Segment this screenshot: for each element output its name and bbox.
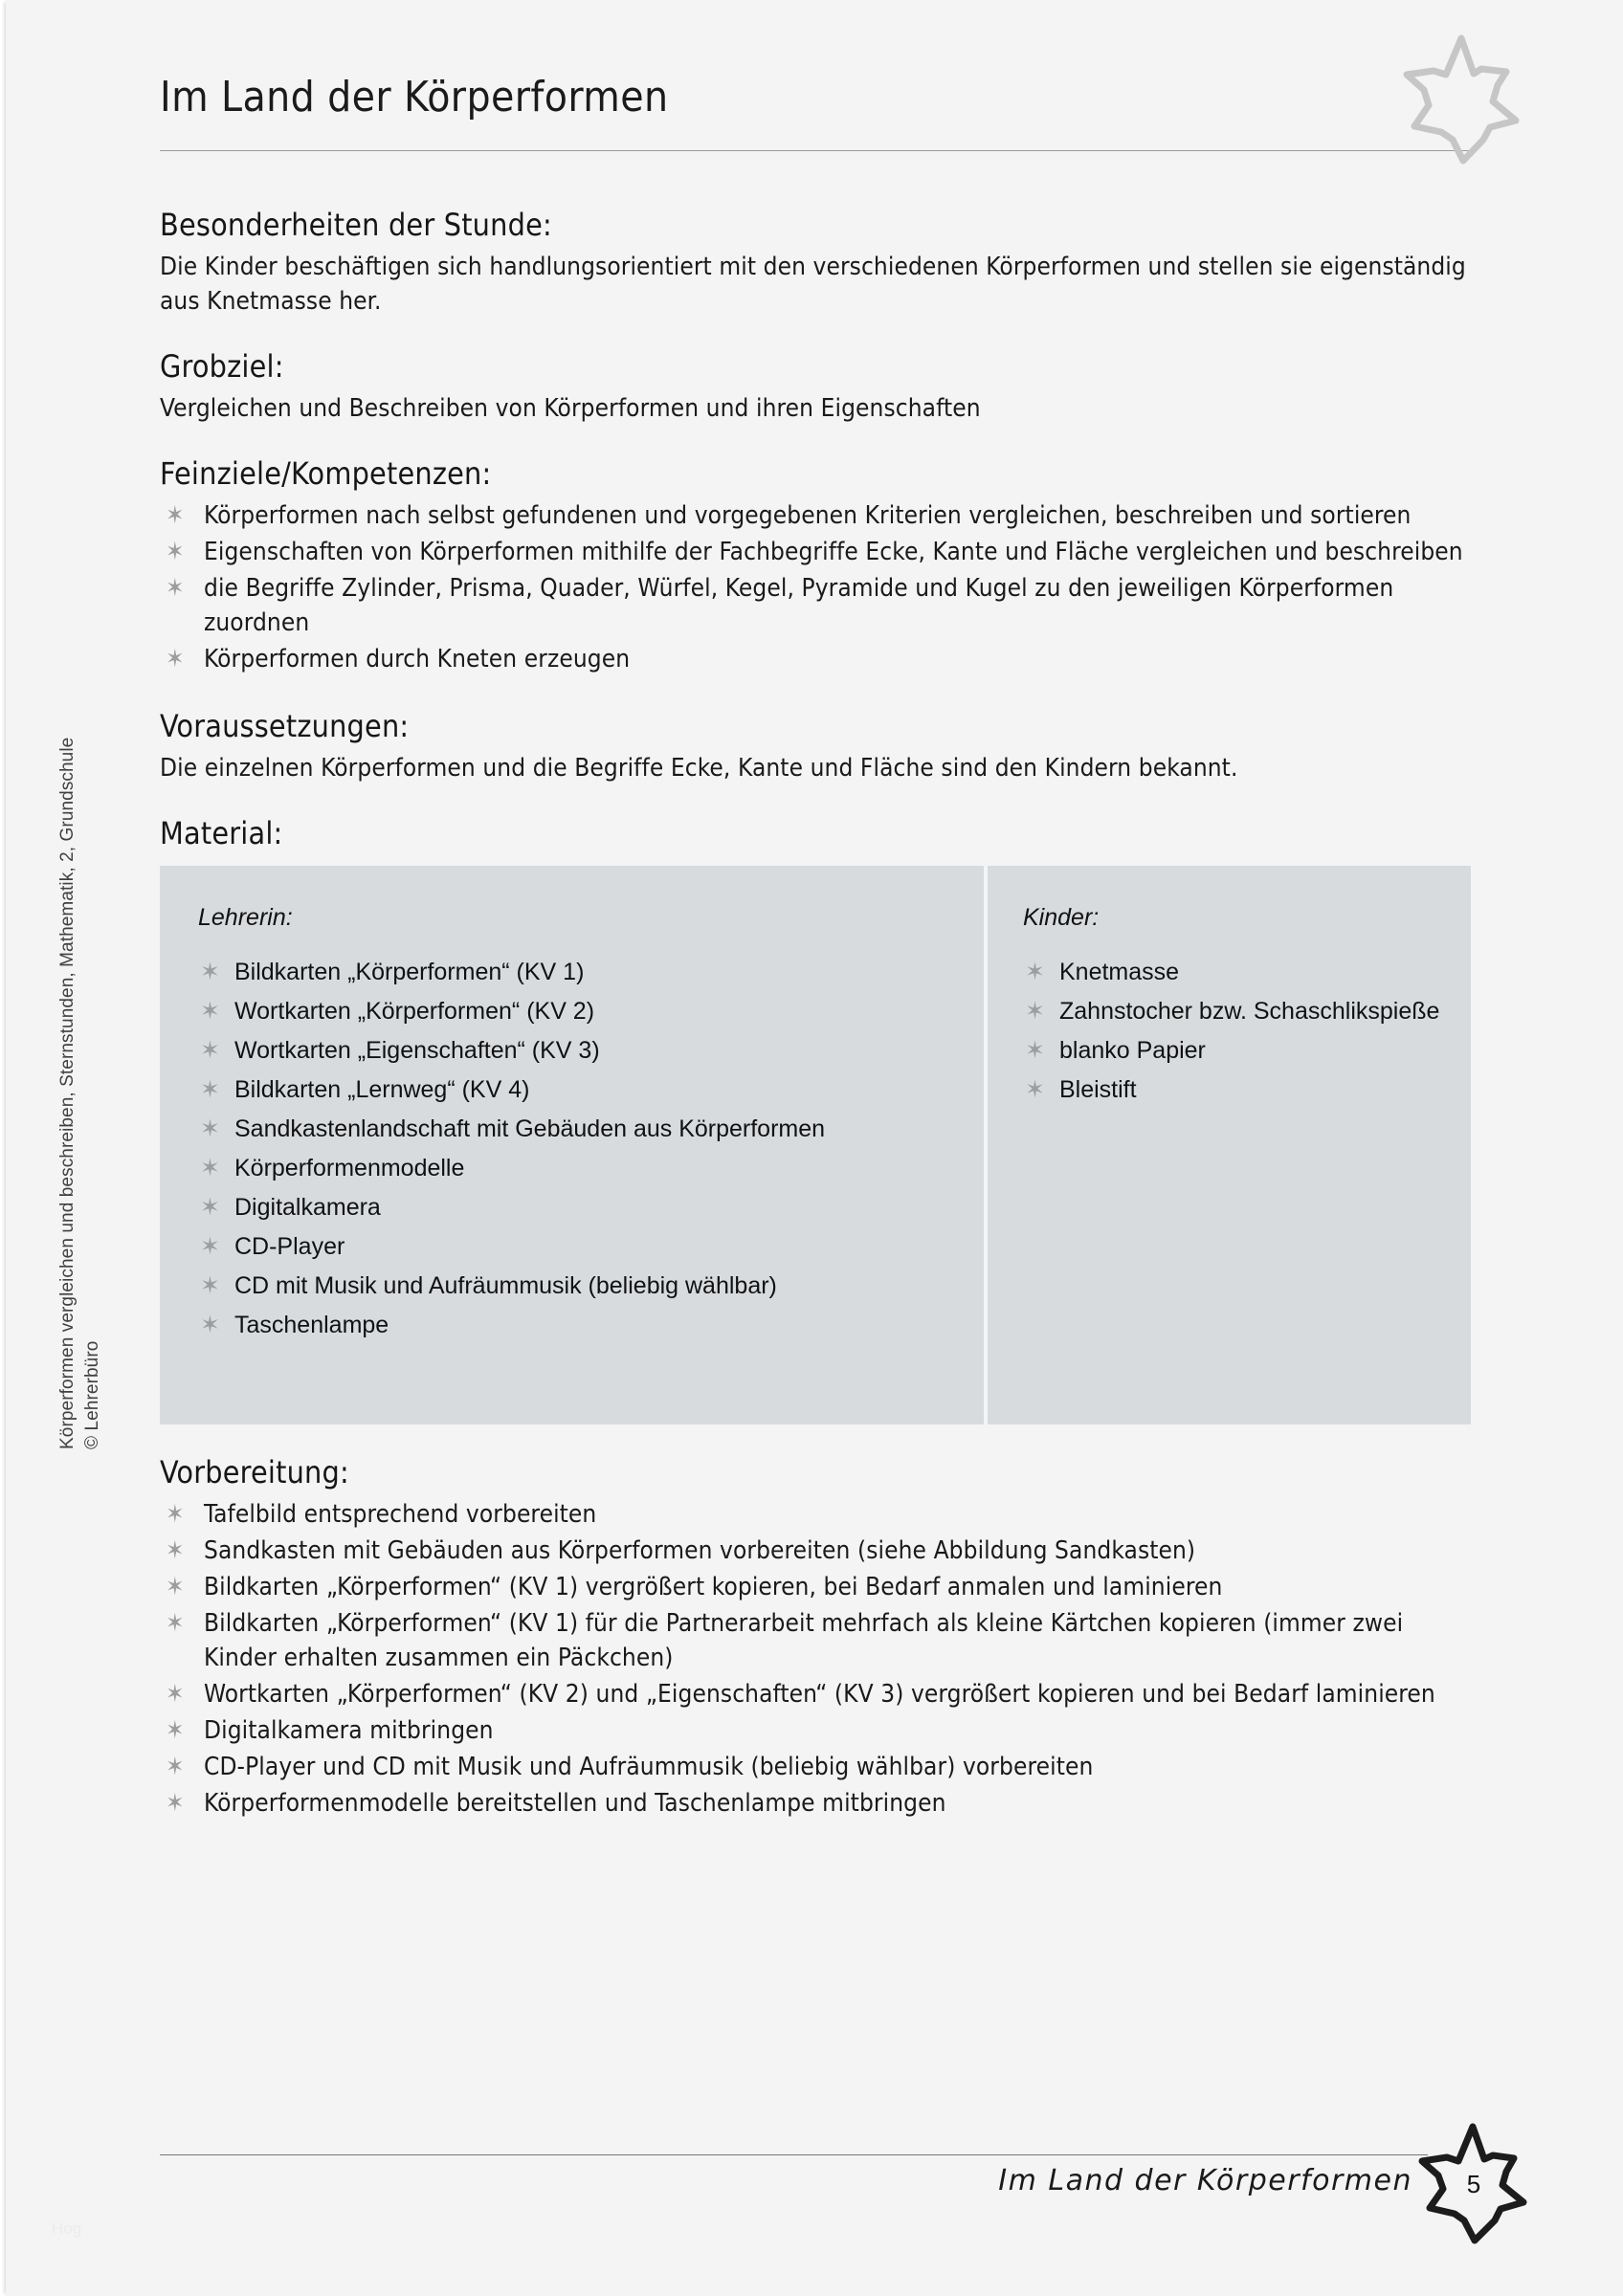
star-bullet-icon: ✶ — [200, 1036, 220, 1064]
list-item — [198, 1110, 956, 1148]
list-item-label: Wortkarten „Eigenschaften“ (KV 3) — [234, 1037, 600, 1064]
star-bullet-icon: ✶ — [200, 1193, 220, 1221]
list-item-label: Digitalkamera mitbringen — [204, 1716, 494, 1745]
list-item — [1023, 953, 1442, 991]
list-item-label: blanko Papier — [1059, 1037, 1206, 1064]
material-column-teacher — [160, 866, 985, 1424]
list-item-label: Taschenlampe — [234, 1312, 389, 1338]
section-text-voraussetzungen: Die einzelnen Körperformen und die Begriffe Ecke, Kante und Fläche sind den Kindern bekannt. — [160, 754, 1238, 783]
list-item-label: Knetmasse — [1059, 959, 1180, 985]
list-item-label: Bildkarten „Körperformen“ (KV 1) für die Partnerarbeit mehrfach als kleine Kärtchen kopieren (immer zwei Kinder erhalten zusammen ein Päckchen) — [204, 1609, 1404, 1672]
section-heading-voraussetzungen: Voraussetzungen: — [160, 708, 410, 744]
page-sheet — [6, 0, 1623, 2296]
star-bullet-icon: ✶ — [166, 1753, 185, 1781]
list-item-label: Körperformenmodelle bereitstellen und Taschenlampe mitbringen — [204, 1789, 946, 1818]
star-bullet-icon: ✶ — [200, 1075, 220, 1103]
section-text-grobziel: Vergleichen und Beschreiben von Körperformen und ihren Eigenschaften — [160, 394, 981, 423]
list-item-label: Bildkarten „Körperformen“ (KV 1) vergrößert kopieren, bei Bedarf anmalen und laminieren — [204, 1573, 1223, 1601]
list-item-label: Körperformen durch Kneten erzeugen — [204, 645, 631, 673]
header-divider — [160, 150, 1471, 151]
page-title: Im Land der Körperformen — [160, 73, 669, 121]
material-children-heading: Kinder: — [1023, 904, 1100, 931]
spacer — [160, 426, 1473, 454]
list-item — [160, 1750, 1473, 1784]
list-item-label: Digitalkamera — [234, 1194, 381, 1221]
sidebar-credit-line-1: Körperformen vergleichen und beschreiben, Sternstunden, Mathematik, 2, Grundschule — [57, 737, 78, 1449]
section-text-besonderheiten: Die Kinder beschäftigen sich handlungsorientiert mit den verschiedenen Körperformen und stellen sie eigenständig aus Knetmasse her. — [160, 253, 1466, 316]
list-item — [1023, 1071, 1442, 1109]
star-bullet-icon: ✶ — [166, 538, 185, 566]
list-item — [160, 1570, 1473, 1604]
list-item-label: Bleistift — [1059, 1076, 1137, 1103]
star-bullet-icon: ✶ — [166, 645, 185, 673]
list-item-label: Bildkarten „Körperformen“ (KV 1) — [234, 959, 585, 985]
material-box — [160, 866, 1471, 1424]
star-bullet-icon: ✶ — [166, 574, 185, 603]
list-item — [198, 1227, 956, 1266]
spacer — [160, 785, 1473, 814]
list-item-label: CD-Player — [234, 1233, 345, 1260]
star-bullet-icon: ✶ — [1025, 1036, 1045, 1064]
material-teacher-heading: Lehrerin: — [198, 904, 293, 931]
star-bullet-icon: ✶ — [200, 1154, 220, 1181]
list-item — [160, 1497, 1473, 1532]
list-item-label: Wortkarten „Körperformen“ (KV 2) und „Eigenschaften“ (KV 3) vergrößert kopieren und bei Bedarf laminieren — [204, 1680, 1435, 1709]
list-item-label: Sandkasten mit Gebäuden aus Körperformen vorbereiten (siehe Abbildung Sandkasten) — [204, 1536, 1196, 1565]
list-item-label: Wortkarten „Körperformen“ (KV 2) — [234, 998, 595, 1025]
list-item-label: Tafelbild entsprechend vorbereiten — [204, 1500, 597, 1529]
sidebar-credit — [56, 737, 109, 1449]
list-item — [160, 642, 1473, 676]
list-item-label: Körperformenmodelle — [234, 1155, 465, 1181]
spacer — [160, 678, 1473, 707]
star-bullet-icon: ✶ — [166, 1536, 185, 1565]
list-item-label: Körperformen nach selbst gefundenen und vorgegebenen Kriterien vergleichen, beschreiben und sortieren — [204, 501, 1412, 530]
list-item — [160, 1606, 1473, 1675]
footer-divider — [160, 2154, 1428, 2155]
star-bullet-icon: ✶ — [200, 997, 220, 1025]
vorbereitung-list — [160, 1497, 1473, 1821]
star-bullet-icon: ✶ — [166, 1680, 185, 1709]
star-bullet-icon: ✶ — [1025, 1075, 1045, 1103]
list-item — [160, 1677, 1473, 1711]
list-item-label: CD mit Musik und Aufräummusik (beliebig wählbar) — [234, 1272, 777, 1299]
star-bullet-icon: ✶ — [1025, 997, 1045, 1025]
star-bullet-icon: ✶ — [200, 1311, 220, 1338]
list-item — [198, 1306, 956, 1344]
section-voraussetzungen — [160, 707, 1473, 785]
list-item — [1023, 1031, 1442, 1070]
section-heading-grobziel: Grobziel: — [160, 348, 284, 385]
list-item-label: die Begriffe Zylinder, Prisma, Quader, Würfel, Kegel, Pyramide und Kugel zu den jeweiligen Körperformen zuordnen — [204, 574, 1394, 637]
list-item-label: Zahnstocher bzw. Schaschlikspieße — [1059, 998, 1440, 1025]
list-item — [1023, 992, 1442, 1030]
feinziele-list — [160, 498, 1473, 676]
section-grobziel — [160, 347, 1473, 426]
star-bullet-icon: ✶ — [200, 1271, 220, 1299]
section-heading-material: Material: — [160, 815, 283, 851]
list-item — [198, 1149, 956, 1187]
star-bullet-icon: ✶ — [166, 1789, 185, 1818]
list-item-label: Sandkastenlandschaft mit Gebäuden aus Körperformen — [234, 1115, 826, 1142]
star-bullet-icon: ✶ — [166, 1500, 185, 1529]
page-number: 5 — [1466, 2169, 1481, 2198]
spacer — [160, 1424, 1473, 1453]
section-heading-vorbereitung: Vorbereitung: — [160, 1454, 349, 1490]
star-bullet-icon: ✶ — [166, 1609, 185, 1638]
material-children-list — [1023, 953, 1442, 1109]
star-bullet-icon: ✶ — [1025, 958, 1045, 985]
list-item — [160, 1786, 1473, 1821]
list-item — [160, 498, 1473, 533]
footer-title: Im Land der Körperformen — [998, 2164, 1412, 2197]
section-heading-besonderheiten: Besonderheiten der Stunde: — [160, 207, 552, 243]
section-feinziele — [160, 454, 1473, 676]
list-item — [198, 1267, 956, 1305]
list-item — [198, 953, 956, 991]
section-vorbereitung — [160, 1453, 1473, 1821]
spacer — [160, 319, 1473, 347]
material-teacher-list — [198, 953, 956, 1344]
section-material — [160, 814, 1473, 1424]
six-point-star-outline-icon — [1399, 33, 1523, 166]
star-bullet-icon: ✶ — [166, 1716, 185, 1745]
list-item — [160, 1534, 1473, 1568]
list-item — [198, 1071, 956, 1109]
sidebar-credit-line-2: © Lehrerbüro — [82, 1340, 102, 1449]
list-item — [160, 1713, 1473, 1748]
watermark: Hog — [52, 2219, 82, 2238]
material-column-children — [985, 866, 1471, 1424]
star-bullet-icon: ✶ — [166, 1573, 185, 1601]
star-bullet-icon: ✶ — [200, 958, 220, 985]
star-bullet-icon: ✶ — [200, 1115, 220, 1142]
star-bullet-icon: ✶ — [200, 1232, 220, 1260]
list-item-label: CD-Player und CD mit Musik und Aufräummusik (beliebig wählbar) vorbereiten — [204, 1753, 1094, 1781]
list-item — [198, 1031, 956, 1070]
list-item — [160, 535, 1473, 569]
list-item — [198, 1188, 956, 1226]
list-item-label: Eigenschaften von Körperformen mithilfe der Fachbegriffe Ecke, Kante und Fläche vergleichen und beschreiben — [204, 538, 1463, 566]
list-item-label: Bildkarten „Lernweg“ (KV 4) — [234, 1076, 530, 1103]
list-item — [198, 992, 956, 1030]
document-body — [160, 206, 1473, 1822]
list-item — [160, 571, 1473, 640]
page-header — [6, 0, 1623, 172]
section-heading-feinziele: Feinziele/Kompetenzen: — [160, 455, 492, 492]
section-besonderheiten — [160, 206, 1473, 319]
star-bullet-icon: ✶ — [166, 501, 185, 530]
